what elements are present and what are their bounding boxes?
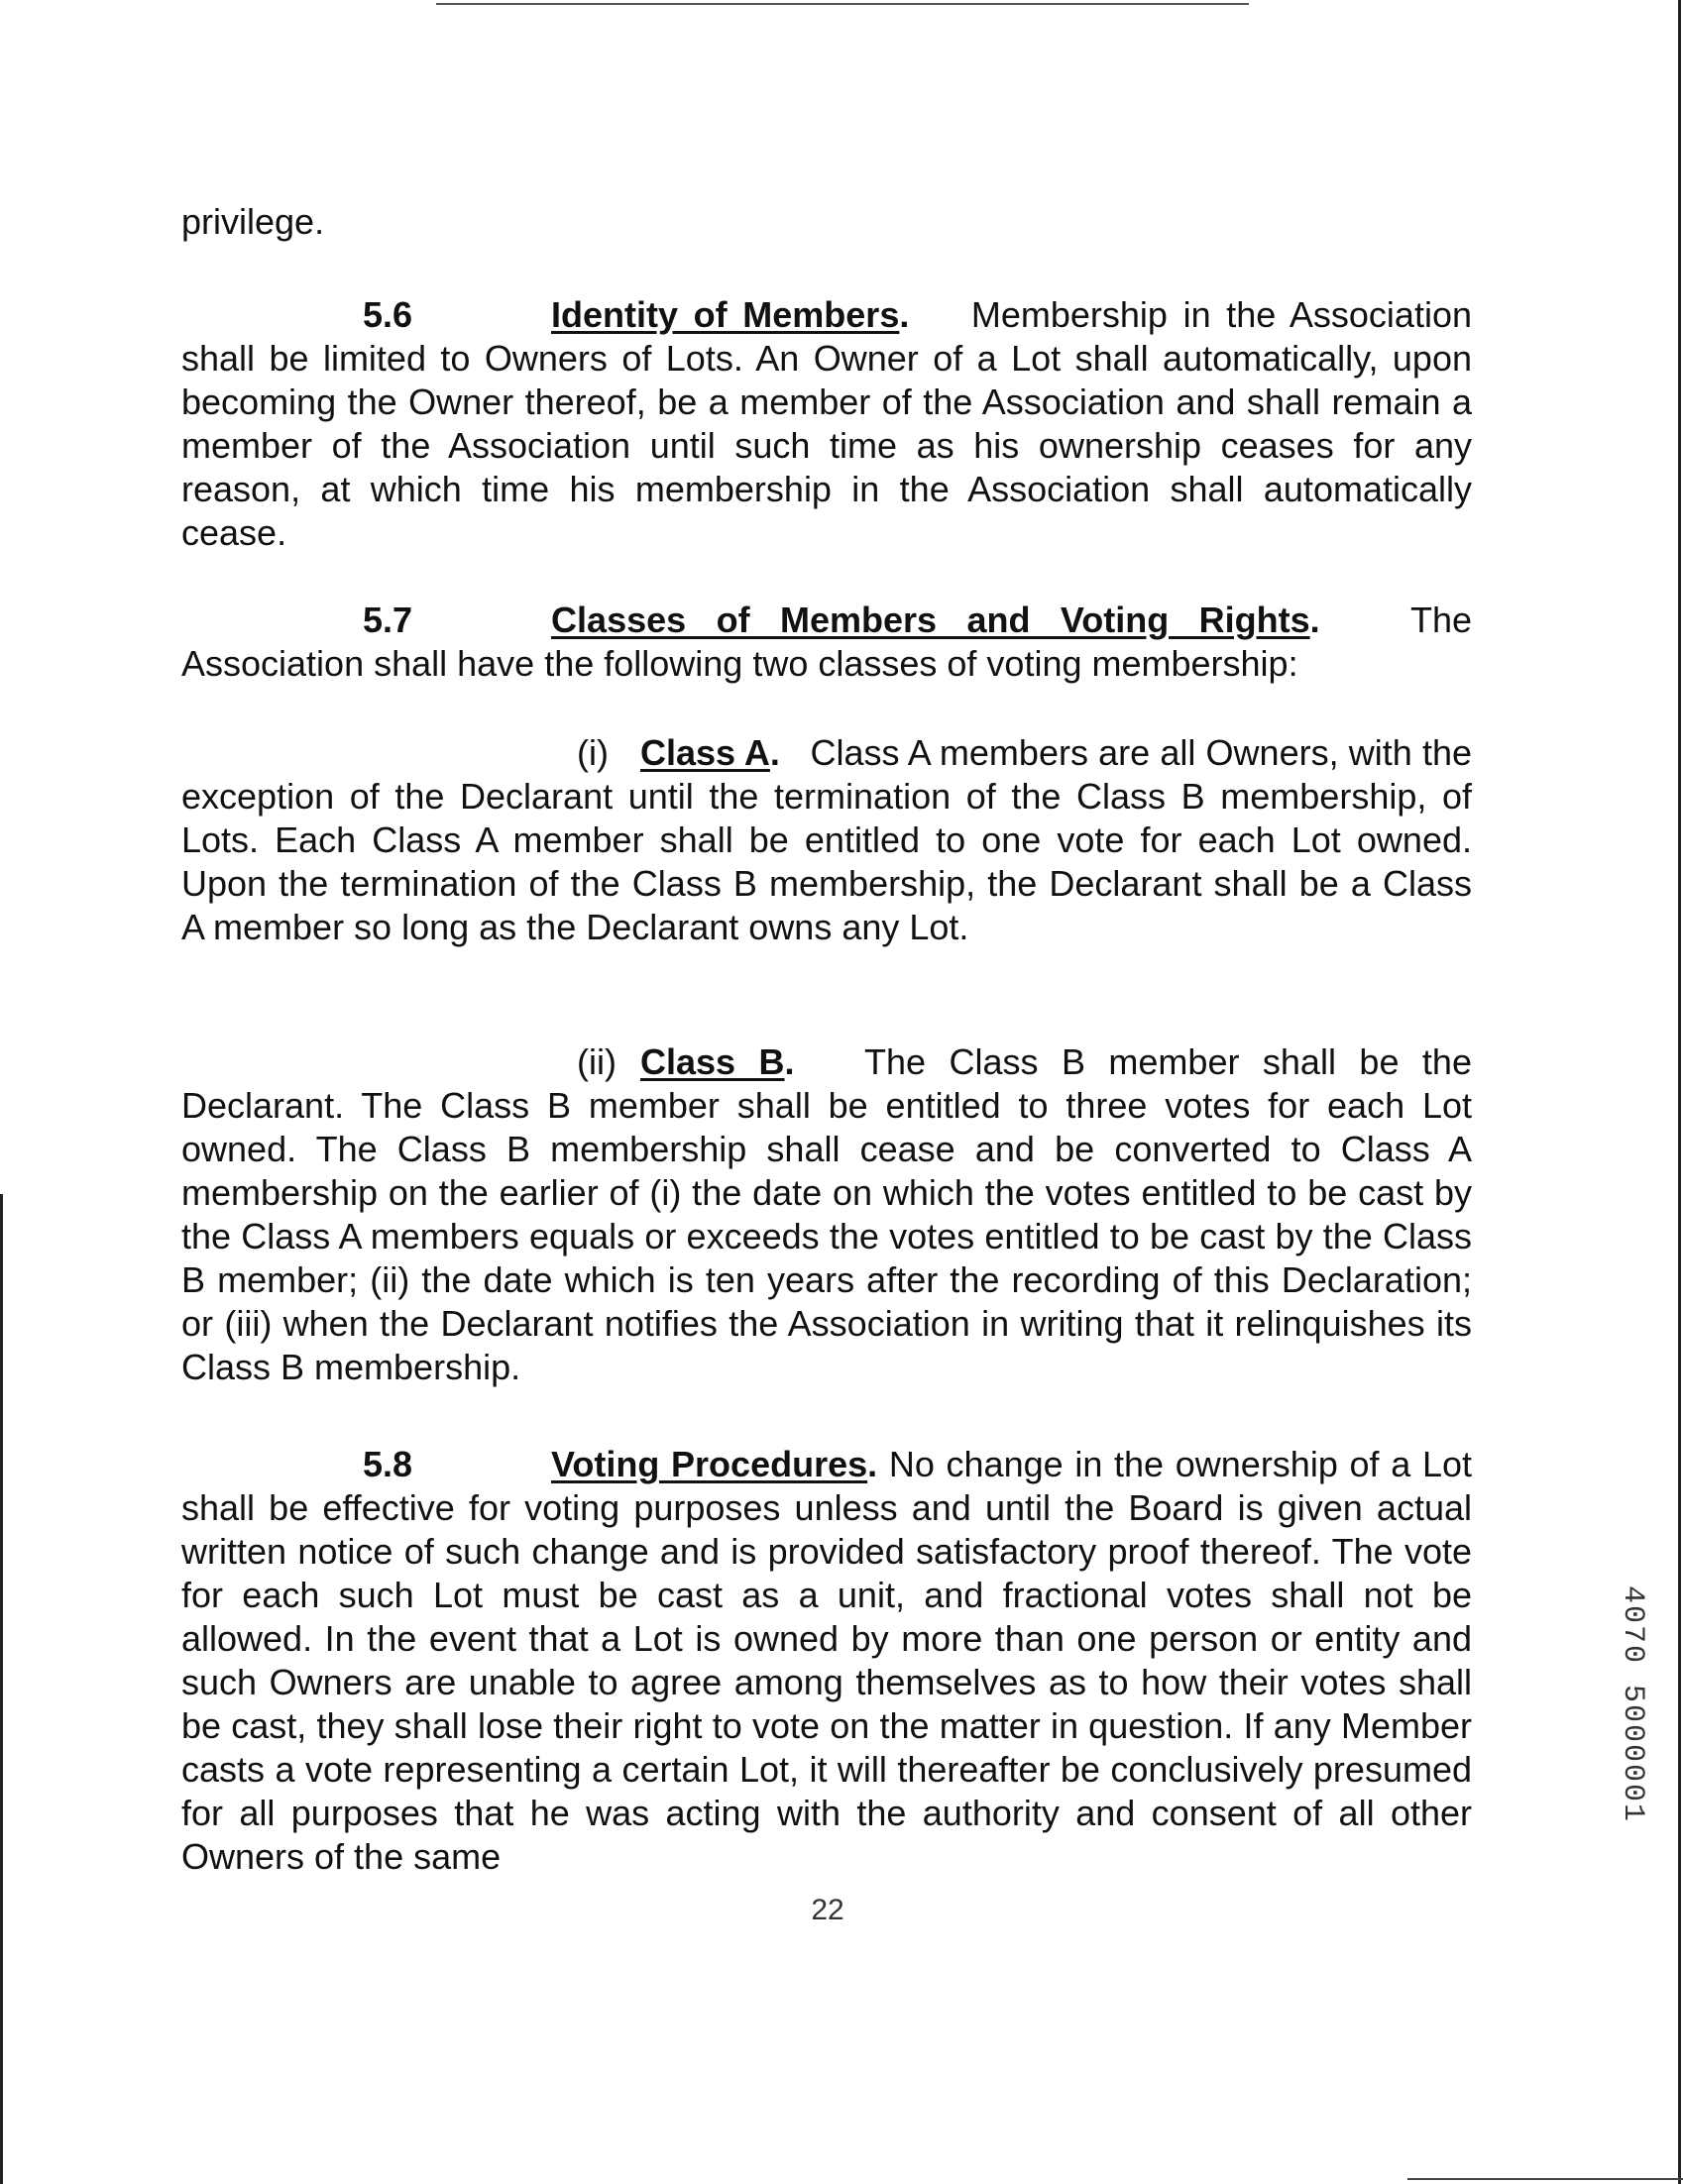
section-5-7: 5.7 Classes of Members and Voting Rights. The Association shall have the following two classes of voting membership: xyxy=(181,600,1472,684)
section-number: 5.7 xyxy=(363,600,413,640)
subsection-heading: Class B xyxy=(640,1041,785,1082)
section-number: 5.6 xyxy=(363,294,413,335)
section-heading: Identity of Members xyxy=(551,294,900,335)
section-heading: Classes of Members and Voting Rights xyxy=(551,600,1310,640)
bottom-scan-edge xyxy=(1407,2178,1683,2180)
subsection-heading: Class A xyxy=(640,732,770,773)
subsection-label: (ii) xyxy=(577,1041,617,1082)
right-scan-edge xyxy=(1678,0,1681,2184)
section-body: Membership in the Association shall be limited to Owners of Lots. An Owner of a Lot shall automatically, upon becoming the Owner thereof, be a member of the Association and shall remain a member of the Association until such time as his ownership ceases for any reason, at which time his membership in the Association shall automatically cease. xyxy=(181,294,1472,553)
section-body: No change in the ownership of a Lot shall be effective for voting purposes unless and until the Board is given actual written notice of such change and is provided satisfactory proof thereof. The vote for each such Lot must be cast as a unit, and fractional votes shall not be allowed. In the event that a Lot is owned by more than one person or entity and such Owners are unable to agree among themselves as to how their votes shall be cast, they shall lose their right to vote on the matter in question. If any Member casts a vote representing a certain Lot, it will thereafter be conclusively presumed for all purposes that he was acting with the authority and consent of all other Owners of the same xyxy=(181,1444,1472,1877)
recording-number: 4070 5000001 xyxy=(1616,1585,1649,1824)
page-number: 22 xyxy=(811,1894,844,1926)
subsection-class-a: (i) Class A. Class A members are all Owners, with the exception of the Declarant until the termination of the Class B membership, of Lots. Each Class A member shall be entitled to one vote for each Lot owned. Upon the termination of the Class B membership, the Declarant shall be a Class A member so long as the Declarant owns any Lot. xyxy=(181,732,1473,947)
section-5-6: 5.6 Identity of Members. Membership in the Association shall be limited to Owners of Lots. An Owner of a Lot shall automatically, upon becoming the Owner thereof, be a member of the Association and shall remain a member of the Association until such time as his ownership ceases for any reason, at which time his membership in the Association shall automatically cease. xyxy=(181,294,1472,553)
continuation-word: privilege. xyxy=(181,201,325,242)
top-scan-edge xyxy=(436,3,1249,5)
section-number: 5.8 xyxy=(363,1444,413,1484)
left-scan-edge xyxy=(0,1194,3,2184)
subsection-body: Class A members are all Owners, with the exception of the Declarant until the termination of the Class B membership, of Lots. Each Class A member shall be entitled to one vote for each Lot owned. Upon the termination of the Class B membership, the Declarant shall be a Class A member so long as the Declarant owns any Lot. xyxy=(181,732,1473,947)
section-5-8: 5.8 Voting Procedures. No change in the ownership of a Lot shall be effective for voting purposes unless and until the Board is given actual written notice of such change and is provided satisfactory proof thereof. The vote for each such Lot must be cast as a unit, and fractional votes shall not be allowed. In the event that a Lot is owned by more than one person or entity and such Owners are unable to agree among themselves as to how their votes shall be cast, they shall lose their right to vote on the matter in question. If any Member casts a vote representing a certain Lot, it will thereafter be conclusively presumed for all purposes that he was acting with the authority and consent of all other Owners of the same xyxy=(181,1444,1472,1877)
subsection-label: (i) xyxy=(577,732,609,773)
section-heading: Voting Procedures xyxy=(551,1444,868,1484)
subsection-class-b: (ii) Class B. The Class B member shall be the Declarant. The Class B member shall be entitled to three votes for each Lot owned. The Class B membership shall cease and be converted to Class A membership on the earlier of (i) the date on which the votes entitled to be cast by the Class A members equals or exceeds the votes entitled to be cast by the Class B member; (ii) the date which is ten years after the recording of this Declaration; or (iii) when the Declarant notifies the Association in writing that it relinquishes its Class B membership. xyxy=(181,1041,1472,1387)
continuation-text xyxy=(181,200,1472,244)
subsection-body: The Class B member shall be the Declarant. The Class B member shall be entitled to three votes for each Lot owned. The Class B membership shall cease and be converted to Class A membership on the earlier of (i) the date on which the votes entitled to be cast by the Class A members equals or exceeds the votes entitled to be cast by the Class B member; (ii) the date which is ten years after the recording of this Declaration; or (iii) when the Declarant notifies the Association in writing that it relinquishes its Class B membership. xyxy=(181,1041,1472,1387)
section-body: The Association shall have the following two classes of voting membership: xyxy=(181,600,1472,684)
